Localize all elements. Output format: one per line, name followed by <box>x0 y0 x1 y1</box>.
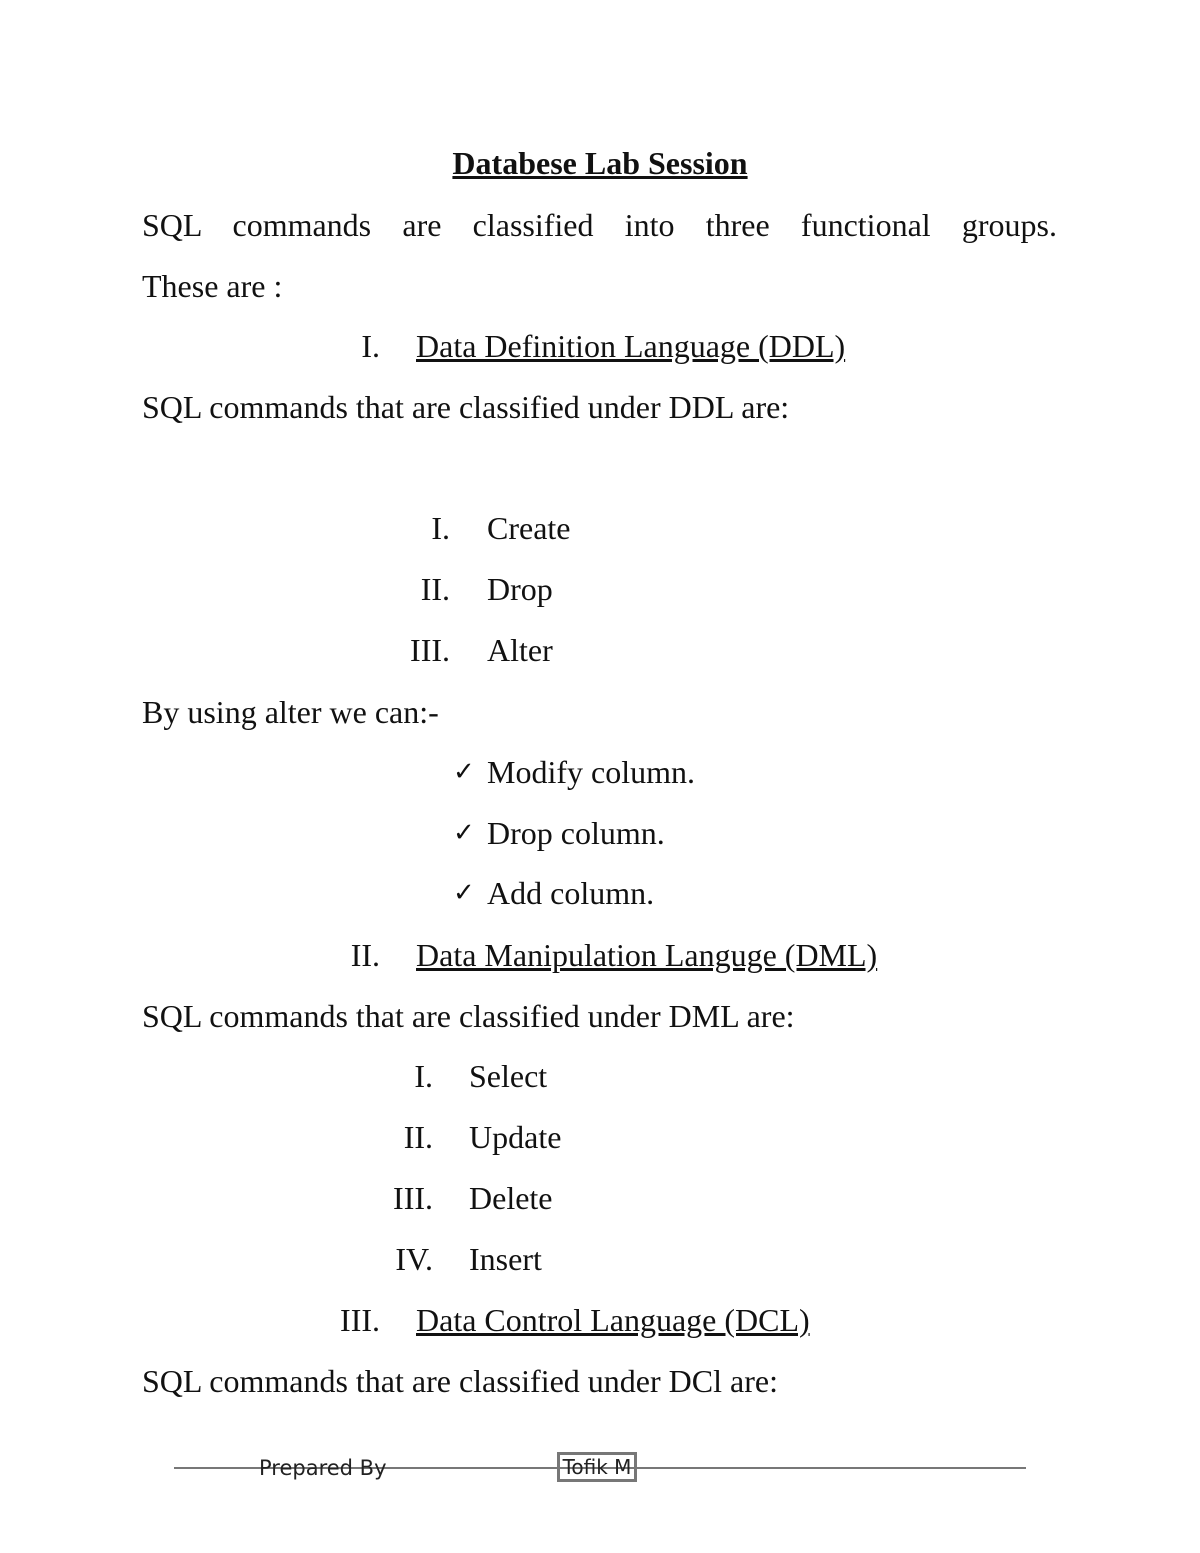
section-numeral-dml: II. <box>350 937 380 973</box>
footer-prepared-by: Prepared By <box>259 1456 387 1480</box>
section-heading-dcl: Data Control Language (DCL) <box>416 1302 810 1338</box>
list-item-update: Update <box>469 1119 562 1155</box>
list-item-delete: Delete <box>469 1180 553 1216</box>
section-lead-dml: SQL commands that are classified under DML are: <box>142 998 795 1034</box>
list-item-numeral: III. <box>410 632 450 668</box>
section-heading-dml: Data Manipulation Languge (DML) <box>416 937 878 973</box>
list-item-create: Create <box>487 510 571 546</box>
section-numeral-dcl: III. <box>340 1302 380 1338</box>
intro-line-2: These are : <box>142 268 283 304</box>
check-item-modify: Modify column. <box>487 754 695 790</box>
section-heading-ddl: Data Definition Language (DDL) <box>416 328 846 364</box>
list-item-numeral: II. <box>403 1119 433 1155</box>
list-item-drop: Drop <box>487 571 553 607</box>
check-icon: ✓ <box>453 818 475 848</box>
list-item-numeral: IV. <box>395 1241 433 1277</box>
list-item-alter: Alter <box>487 632 553 668</box>
check-icon: ✓ <box>453 878 475 908</box>
section-lead-dcl: SQL commands that are classified under DCl are: <box>142 1363 778 1399</box>
list-item-numeral: I. <box>414 1058 433 1094</box>
check-icon: ✓ <box>453 757 475 787</box>
list-item-insert: Insert <box>469 1241 542 1277</box>
list-item-numeral: II. <box>420 571 450 607</box>
list-item-numeral: III. <box>393 1180 433 1216</box>
intro-line-1: SQL commands are classified into three functional groups. <box>142 207 1057 243</box>
list-item-select: Select <box>469 1058 548 1094</box>
check-item-add: Add column. <box>487 875 655 911</box>
page-title: Databese Lab Session <box>452 145 748 181</box>
section-lead-ddl: SQL commands that are classified under DDL are: <box>142 389 790 425</box>
section-numeral-ddl: I. <box>361 328 380 364</box>
alter-note: By using alter we can:- <box>142 694 439 730</box>
list-item-numeral: I. <box>431 510 450 546</box>
footer-author: Tofik M <box>557 1452 637 1482</box>
check-item-drop: Drop column. <box>487 815 665 851</box>
